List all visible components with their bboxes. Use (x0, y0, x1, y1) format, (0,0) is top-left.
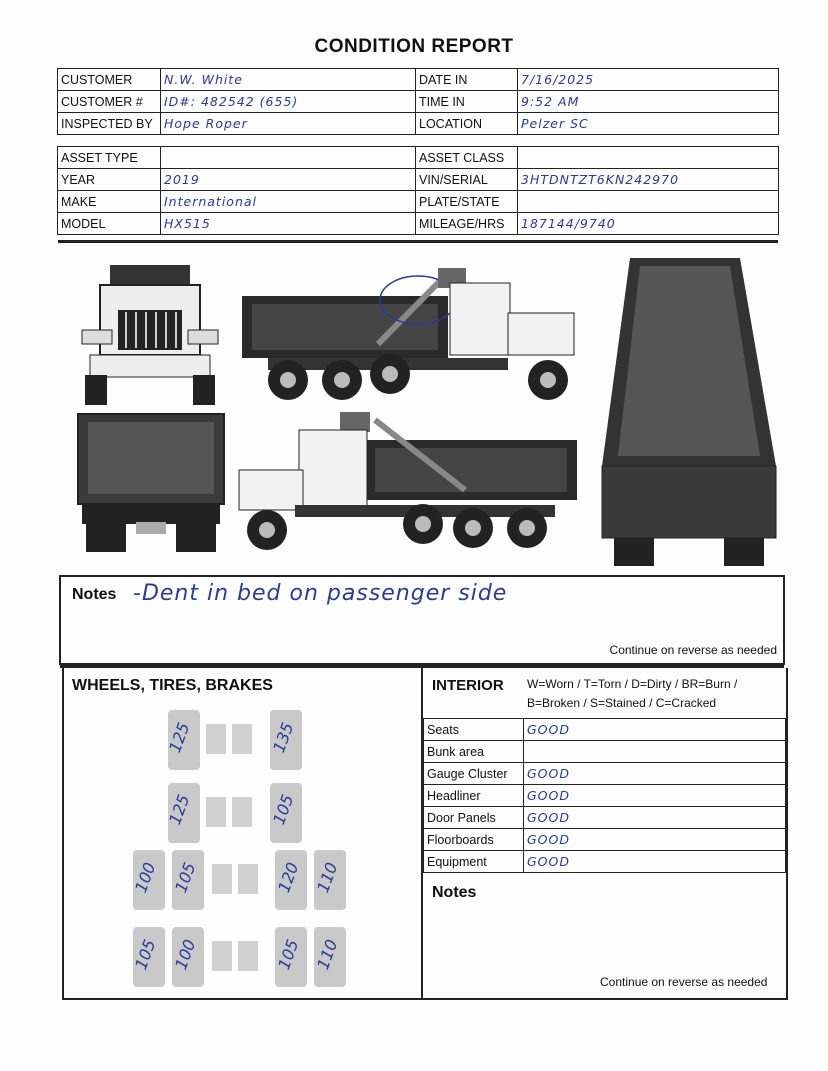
tire-reading: 105 (131, 936, 160, 973)
asset-info-table (57, 146, 779, 235)
interior-item-value[interactable]: GOOD (524, 719, 786, 741)
continue-note: Continue on reverse as needed (609, 643, 777, 657)
tire-reading: 105 (274, 936, 303, 973)
wheels-title: WHEELS, TIRES, BRAKES (72, 677, 273, 694)
interior-item-value[interactable] (524, 741, 786, 763)
table-row (424, 763, 786, 785)
interior-item-value[interactable]: GOOD (524, 763, 786, 785)
interior-item-label: Floorboards (424, 829, 524, 851)
damage-notes-box (59, 575, 785, 665)
tire-reading: 100 (131, 859, 160, 896)
truck-front-photo (80, 260, 220, 410)
axle-3 (212, 864, 276, 894)
tire-reading: 105 (171, 859, 200, 896)
axle-steer (206, 724, 270, 754)
truck-driver-side-photo (235, 410, 580, 556)
customer-no-value: ID#: 482542 (655) (161, 91, 416, 113)
table-row (424, 829, 786, 851)
asset-type-value (161, 147, 416, 169)
year-value: 2019 (161, 169, 416, 191)
truck-bed-top-photo (600, 256, 780, 568)
interior-item-value[interactable]: GOOD (524, 851, 786, 873)
tire-reading: 110 (313, 936, 342, 973)
model-label: MODEL (58, 213, 161, 235)
table-row (424, 719, 786, 741)
interior-item-label: Door Panels (424, 807, 524, 829)
time-in-label: TIME IN (416, 91, 518, 113)
year-label: YEAR (58, 169, 161, 191)
interior-legend-line2: B=Broken / S=Stained / C=Cracked (527, 696, 717, 710)
interior-item-value[interactable]: GOOD (524, 829, 786, 851)
make-label: MAKE (58, 191, 161, 213)
time-in-value: 9:52 AM (518, 91, 779, 113)
mileage-value: 187144/9740 (518, 213, 779, 235)
truck-passenger-side-photo (238, 258, 580, 404)
interior-item-label: Equipment (424, 851, 524, 873)
axle-4 (212, 941, 276, 971)
notes-label: Notes (72, 586, 117, 603)
tire-reading: 135 (269, 719, 298, 756)
interior-legend-line1: W=Worn / T=Torn / D=Dirty / BR=Burn / (527, 677, 738, 691)
mileage-label: MILEAGE/HRS (416, 213, 518, 235)
customer-no-label: CUSTOMER # (58, 91, 161, 113)
plate-label: PLATE/STATE (416, 191, 518, 213)
interior-item-label: Seats (424, 719, 524, 741)
table-row (424, 785, 786, 807)
customer-info-table (57, 68, 779, 135)
inspected-by-value: Hope Roper (161, 113, 416, 135)
date-in-label: DATE IN (416, 69, 518, 91)
plate-value (518, 191, 779, 213)
tire-reading: 100 (171, 936, 200, 973)
tire-reading: 110 (313, 859, 342, 896)
asset-class-value (518, 147, 779, 169)
tire-reading: 120 (274, 859, 303, 896)
customer-value: N.W. White (161, 69, 416, 91)
table-row (424, 851, 786, 873)
date-in-value: 7/16/2025 (518, 69, 779, 91)
interior-notes-label: Notes (432, 884, 477, 901)
asset-type-label: ASSET TYPE (58, 147, 161, 169)
interior-item-value[interactable]: GOOD (524, 807, 786, 829)
location-value: Pelzer SC (518, 113, 779, 135)
interior-item-label: Headliner (424, 785, 524, 807)
page-title: CONDITION REPORT (314, 36, 514, 57)
truck-rear-photo (76, 412, 226, 554)
interior-table (423, 718, 786, 873)
interior-item-value[interactable]: GOOD (524, 785, 786, 807)
inspected-by-label: INSPECTED BY (58, 113, 161, 135)
make-value: International (161, 191, 416, 213)
tire-reading: 105 (269, 791, 298, 828)
damage-notes-text[interactable]: -Dent in bed on passenger side (133, 581, 508, 606)
vin-value: 3HTDNTZT6KN242970 (518, 169, 779, 191)
axle-2 (206, 797, 270, 827)
interior-item-label: Bunk area (424, 741, 524, 763)
divider (58, 240, 778, 243)
customer-label: CUSTOMER (58, 69, 161, 91)
interior-title: INTERIOR (432, 677, 504, 694)
table-row (424, 807, 786, 829)
vin-label: VIN/SERIAL (416, 169, 518, 191)
tire-reading: 125 (165, 791, 194, 828)
asset-class-label: ASSET CLASS (416, 147, 518, 169)
interior-item-label: Gauge Cluster (424, 763, 524, 785)
table-row (424, 741, 786, 763)
tire-reading: 125 (165, 719, 194, 756)
interior-continue-note: Continue on reverse as needed (600, 975, 768, 989)
location-label: LOCATION (416, 113, 518, 135)
model-value: HX515 (161, 213, 416, 235)
